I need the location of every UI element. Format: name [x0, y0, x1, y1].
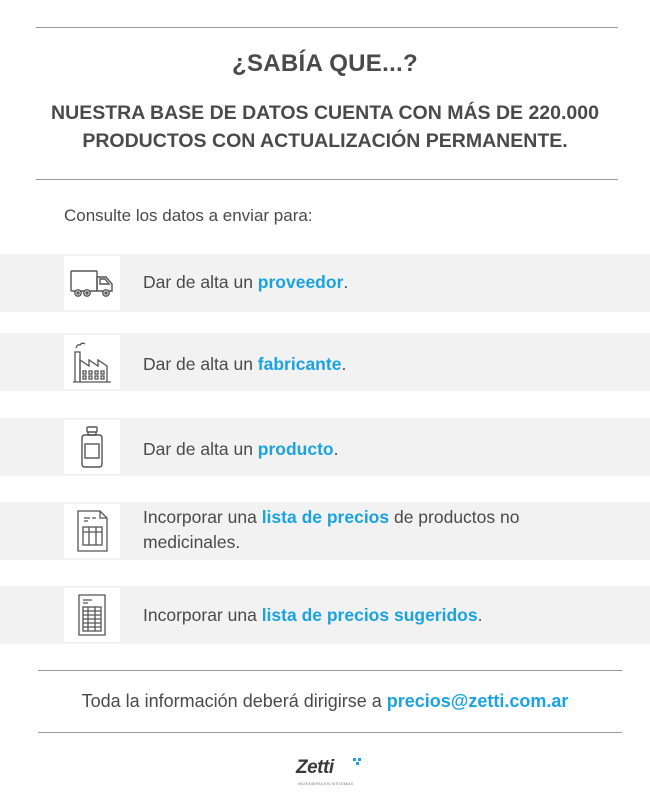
list-item-producto [0, 418, 650, 476]
subtitle-line-2: PRODUCTOS CON ACTUALIZACIÓN PERMANENTE. [82, 130, 568, 152]
zetti-logo [296, 757, 366, 789]
lista-de-precios-link[interactable]: lista de precios [261, 507, 390, 527]
footer-text [0, 691, 650, 712]
footer-bottom-divider [38, 732, 622, 733]
top-divider [36, 27, 618, 28]
page-subtitle [0, 99, 650, 155]
item-suffix: . [343, 272, 349, 292]
item-suffix: . [341, 354, 347, 374]
list-item-text [143, 505, 610, 555]
list-item-lista-precios [0, 502, 650, 560]
logo-tagline: INGENIERÍA EN SISTEMAS [298, 781, 354, 786]
page-title: ¿SABÍA QUE...? [232, 50, 418, 77]
factory-icon [64, 335, 120, 389]
footer-label: Toda la información deberá dirigirse a [81, 691, 387, 711]
lista-de-precios-sugeridos-link[interactable]: lista de precios sugeridos [261, 605, 478, 625]
item-prefix: Dar de alta un [143, 272, 258, 292]
price-sheet-icon [64, 588, 120, 642]
list-item-text [143, 437, 610, 462]
footer-top-divider [38, 670, 622, 671]
bottle-icon [64, 420, 120, 474]
list-item-text [143, 352, 610, 377]
list-item-proveedor [0, 254, 650, 312]
item-prefix: Incorporar una [143, 605, 262, 625]
fabricante-link[interactable]: fabricante [257, 354, 342, 374]
producto-link[interactable]: producto [257, 439, 334, 459]
item-prefix: Dar de alta un [143, 354, 258, 374]
proveedor-link[interactable]: proveedor [257, 272, 344, 292]
item-suffix: . [333, 439, 339, 459]
item-prefix: Dar de alta un [143, 439, 258, 459]
email-link[interactable]: precios@zetti.com.ar [386, 691, 569, 711]
header-divider [36, 179, 618, 180]
subtitle-line-1: NUESTRA BASE DE DATOS CUENTA CON MÁS DE 220.000 [51, 102, 599, 124]
truck-icon [64, 256, 120, 310]
spreadsheet-file-icon [64, 504, 120, 558]
intro-text: Consulte los datos a enviar para: [64, 206, 313, 225]
list-item-lista-precios-sugeridos [0, 586, 650, 644]
list-item-fabricante [0, 333, 650, 391]
item-suffix: . [477, 605, 483, 625]
list-item-text [143, 603, 610, 628]
list-item-text [143, 270, 610, 295]
logo-wordmark: Zetti [296, 757, 334, 778]
item-suffix: de productos no medicinales. [143, 507, 520, 552]
item-prefix: Incorporar una [143, 507, 262, 527]
logo-dots-icon [351, 757, 365, 767]
